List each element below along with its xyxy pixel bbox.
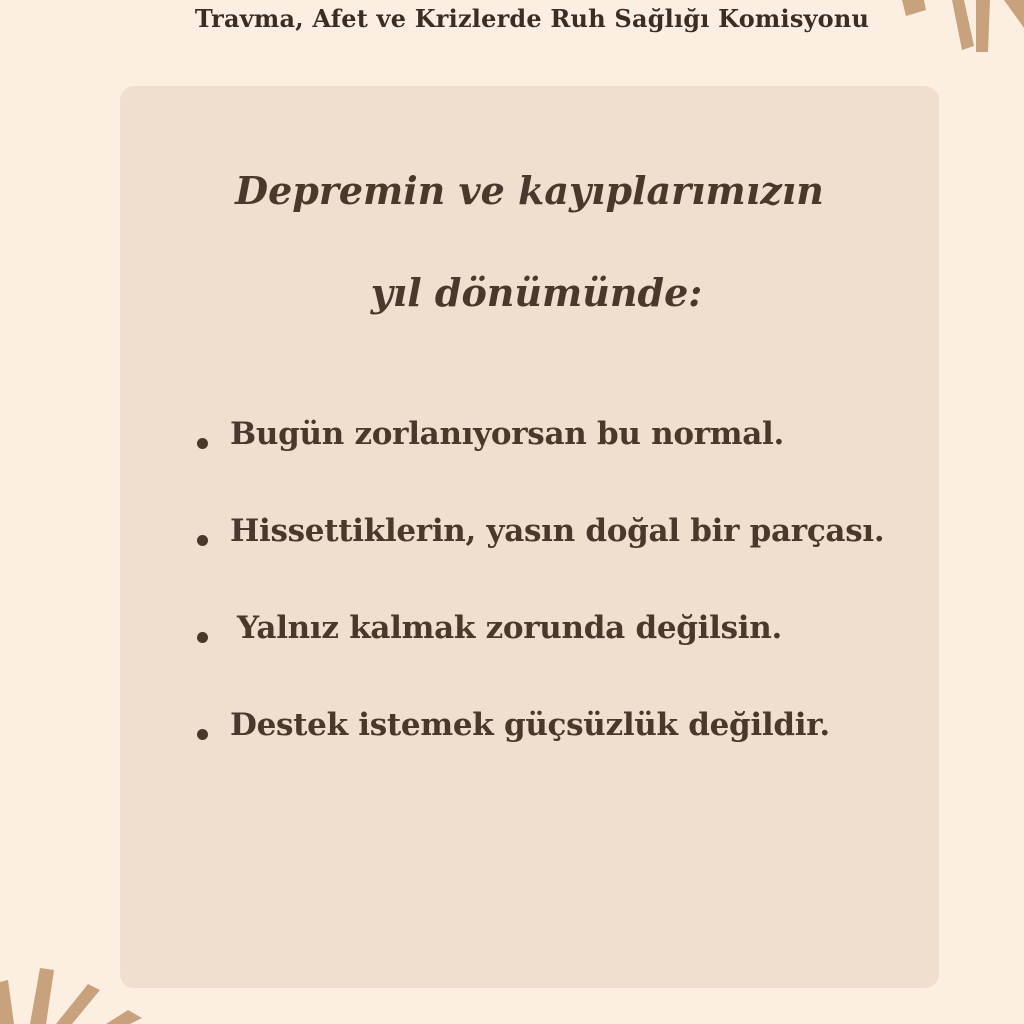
list-item-text: Destek istemek güçsüzlük değildir. <box>230 707 830 743</box>
card-title-line-1: Depremin ve kayıplarımızın <box>235 168 824 213</box>
list-item-text: Yalnız kalmak zorunda değilsin. <box>237 610 782 646</box>
sunburst-decoration-top-right <box>900 0 1024 60</box>
list-item-text: Hissettiklerin, yasın doğal bir parçası. <box>230 513 885 549</box>
bullet-icon <box>197 438 208 449</box>
message-card <box>120 86 939 988</box>
bullet-icon <box>197 632 208 643</box>
bullet-icon <box>197 535 208 546</box>
bullet-icon <box>197 729 208 740</box>
list-item-text: Bugün zorlanıyorsan bu normal. <box>230 416 784 452</box>
organization-header: Travma, Afet ve Krizlerde Ruh Sağlığı Komisyonu <box>194 4 870 33</box>
card-title-line-2: yıl dönümünde: <box>370 270 703 315</box>
